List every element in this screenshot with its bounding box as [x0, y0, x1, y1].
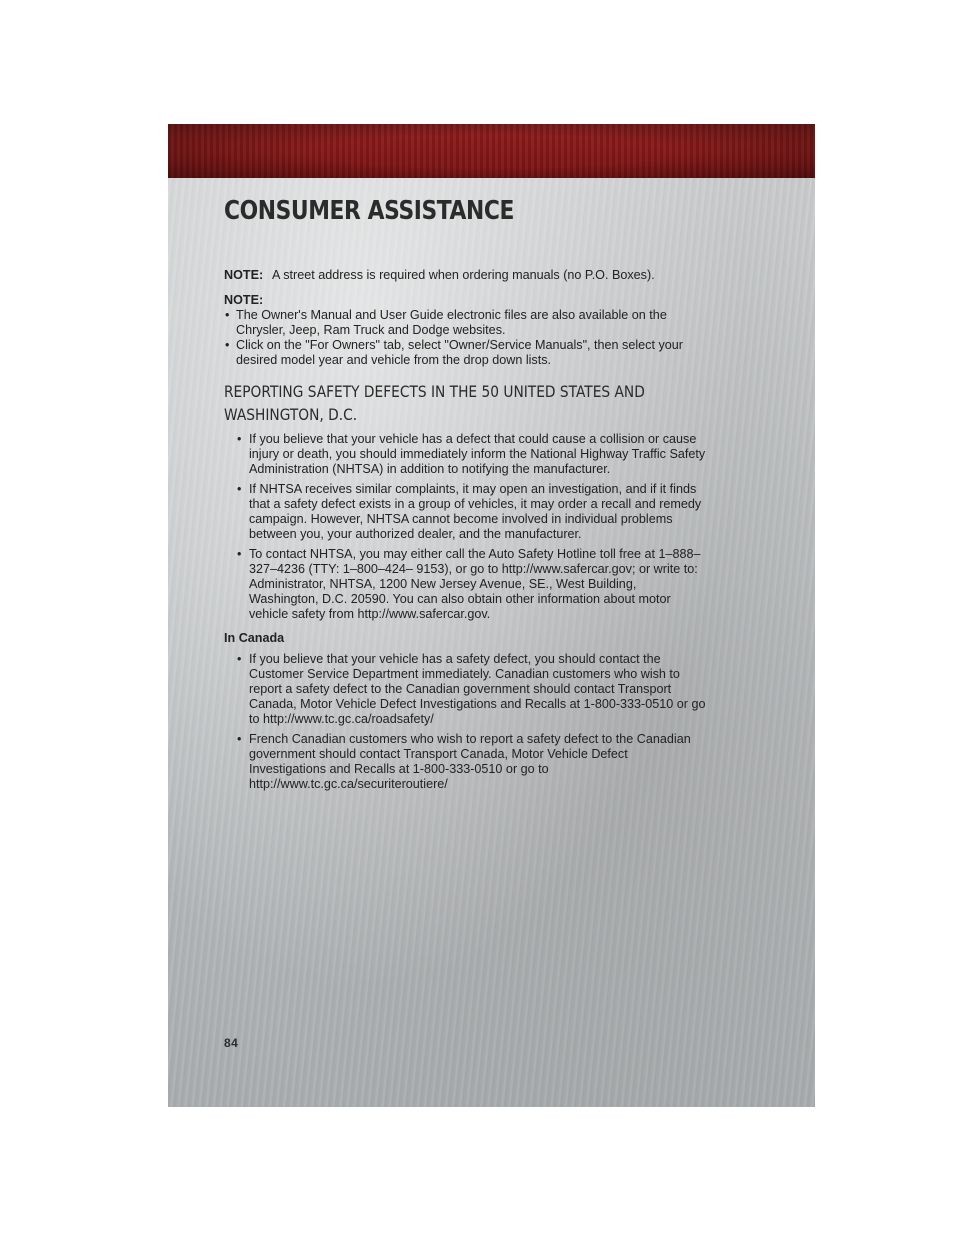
page-number: 84 [224, 1036, 239, 1050]
note-label: NOTE: [224, 268, 264, 282]
section-heading-canada: In Canada [224, 631, 285, 645]
note-text: A street address is required when ordering manuals (no P.O. Boxes). [272, 268, 655, 282]
note-list [224, 308, 706, 368]
list-item: • French Canadian customers who wish to report a safety defect to the Canadian government should contact Transport Canada, Motor Vehicle Defect Investigations and Recalls at 1-800-333-0510 or go to http://www.tc.gc.ca/securiteroutiere/ [224, 732, 706, 792]
section-heading-line: WASHINGTON, D.C. [224, 405, 358, 424]
canada-defect-list [224, 652, 706, 792]
list-item: • Click on the "For Owners" tab, select "Owner/Service Manuals", then select your desired model year and vehicle from the drop down lists. [224, 338, 706, 368]
page-content [224, 268, 706, 797]
us-defect-list [224, 432, 706, 622]
note-label: NOTE: [224, 293, 264, 307]
header-band [168, 124, 815, 178]
section-heading-us [224, 380, 706, 426]
list-item: • If you believe that your vehicle has a safety defect, you should contact the Customer Service Department immediately. Canadian customers who wish to report a safety defect to the Canadian government should contact Transport Canada, Motor Vehicle Defect Investigations and Recalls at 1-800-333-0510 or go to http://www.tc.gc.ca/roadsafety/ [224, 652, 706, 727]
page-title: CONSUMER ASSISTANCE [224, 196, 514, 226]
list-item: • To contact NHTSA, you may either call the Auto Safety Hotline toll free at 1–888–327–4236 (TTY: 1–800–424– 9153), or go to http://www.safercar.gov; or write to: Administrator, NHTSA, 1200 New Jersey Avenue, SE., West Building, Washington, D.C. 20590. You can also obtain other information about motor vehicle safety from http://www.safercar.gov. [224, 547, 706, 622]
list-item: • If NHTSA receives similar complaints, it may open an investigation, and if it finds that a safety defect exists in a group of vehicles, it may order a recall and remedy campaign. However, NHTSA cannot become involved in individual problems between you, your authorized dealer, and the manufacturer. [224, 482, 706, 542]
list-item: • If you believe that your vehicle has a defect that could cause a collision or cause injury or death, you should immediately inform the National Highway Traffic Safety Administration (NHTSA) in addition to notifying the manufacturer. [224, 432, 706, 477]
manual-page [168, 124, 815, 1107]
note-ordering [224, 268, 706, 283]
section-heading-line: REPORTING SAFETY DEFECTS IN THE 50 UNITED STATES AND [224, 382, 645, 401]
list-item: • The Owner's Manual and User Guide electronic files are also available on the Chrysler, Jeep, Ram Truck and Dodge websites. [224, 308, 706, 338]
